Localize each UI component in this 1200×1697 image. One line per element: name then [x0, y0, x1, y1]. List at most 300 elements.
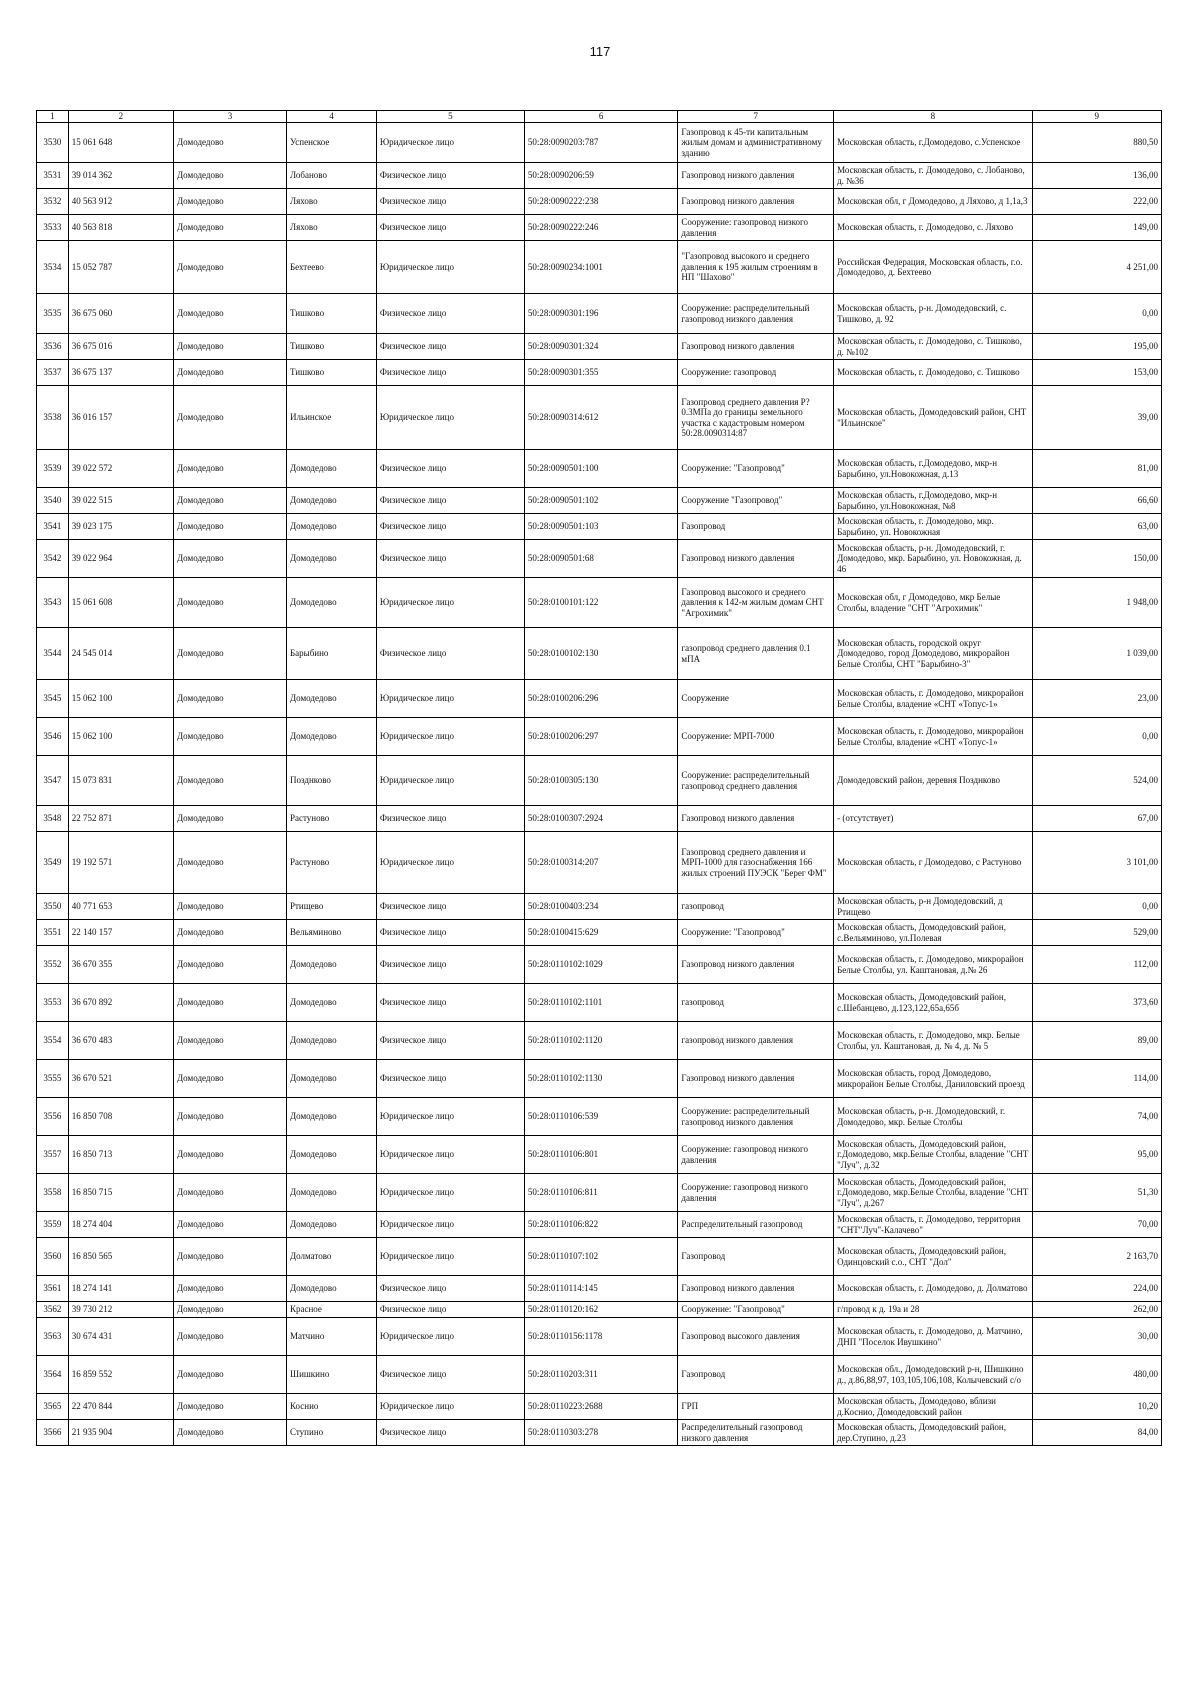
table-row — [37, 294, 1162, 334]
address-cell: г/провод к д. 19а и 28 — [834, 1302, 1032, 1318]
address-cell: Московская область, Домодедовский район, г.Домодедово, мкр.Белые Столбы, владение "СНТ "Луч", д.32 — [834, 1136, 1032, 1174]
length-value-cell: 0,00 — [1032, 894, 1161, 920]
length-value-cell: 51,30 — [1032, 1174, 1161, 1212]
cadastral-number-cell: 50:28:0100101:122 — [524, 578, 678, 628]
length-value-cell: 150,00 — [1032, 540, 1161, 578]
cadastral-number-cell: 50:28:0100314:207 — [524, 832, 678, 894]
table-row — [37, 163, 1162, 189]
registry-code-cell: 39 730 212 — [68, 1302, 173, 1318]
registry-code-cell: 18 274 141 — [68, 1276, 173, 1302]
registry-code-cell: 22 752 871 — [68, 806, 173, 832]
object-name-cell: Сооружение: распределительный газопровод среднего давления — [678, 756, 834, 806]
municipality-cell: Домодедово — [174, 1318, 287, 1356]
object-name-cell: Газопровод к 45-ти капитальным жилым домам и административному зданию — [678, 123, 834, 163]
address-cell: Московская область, Домодедово, вблизи д.Коснио, Домодедовский район — [834, 1394, 1032, 1420]
object-name-cell: Сооружение: "Газопровод" — [678, 920, 834, 946]
table-row — [37, 334, 1162, 360]
cadastral-number-cell: 50:28:0090301:324 — [524, 334, 678, 360]
cadastral-number-cell: 50:28:0100307:2924 — [524, 806, 678, 832]
cadastral-number-cell: 50:28:0100415:629 — [524, 920, 678, 946]
owner-type-cell: Юридическое лицо — [376, 718, 524, 756]
registry-code-cell: 36 675 137 — [68, 360, 173, 386]
owner-type-cell: Юридическое лицо — [376, 241, 524, 294]
cadastral-number-cell: 50:28:0100206:297 — [524, 718, 678, 756]
table-row — [37, 578, 1162, 628]
municipality-cell: Домодедово — [174, 628, 287, 680]
locality-cell: Долматово — [286, 1238, 376, 1276]
row-number-cell: 3537 — [37, 360, 69, 386]
municipality-cell: Домодедово — [174, 241, 287, 294]
row-number-cell: 3531 — [37, 163, 69, 189]
address-cell: Московская область, Домодедовский район, СНТ "Ильинское" — [834, 386, 1032, 450]
municipality-cell: Домодедово — [174, 718, 287, 756]
registry-table — [36, 110, 1162, 1446]
length-value-cell: 30,00 — [1032, 1318, 1161, 1356]
object-name-cell: Сооружение: распределительный газопровод низкого давления — [678, 1098, 834, 1136]
cadastral-number-cell: 50:28:0110102:1130 — [524, 1060, 678, 1098]
table-row — [37, 1098, 1162, 1136]
municipality-cell: Домодедово — [174, 806, 287, 832]
header-row — [37, 111, 1162, 123]
owner-type-cell: Юридическое лицо — [376, 1136, 524, 1174]
registry-code-cell: 36 670 483 — [68, 1022, 173, 1060]
municipality-cell: Домодедово — [174, 680, 287, 718]
cadastral-number-cell: 50:28:0100206:296 — [524, 680, 678, 718]
owner-type-cell: Юридическое лицо — [376, 578, 524, 628]
municipality-cell: Домодедово — [174, 1060, 287, 1098]
locality-cell: Ступино — [286, 1420, 376, 1446]
table-row — [37, 1060, 1162, 1098]
row-number-cell: 3566 — [37, 1420, 69, 1446]
length-value-cell: 89,00 — [1032, 1022, 1161, 1060]
object-name-cell: Газопровод высокого давления — [678, 1318, 834, 1356]
owner-type-cell: Физическое лицо — [376, 540, 524, 578]
address-cell: Московская область, г Домодедово, с Растуново — [834, 832, 1032, 894]
length-value-cell: 95,00 — [1032, 1136, 1161, 1174]
length-value-cell: 2 163,70 — [1032, 1238, 1161, 1276]
length-value-cell: 195,00 — [1032, 334, 1161, 360]
municipality-cell: Домодедово — [174, 294, 287, 334]
registry-code-cell: 36 670 892 — [68, 984, 173, 1022]
address-cell: Московская область, Домодедовский район, с.Вельяминово, ул.Полевая — [834, 920, 1032, 946]
row-number-cell: 3557 — [37, 1136, 69, 1174]
row-number-cell: 3551 — [37, 920, 69, 946]
cadastral-number-cell: 50:28:0090301:196 — [524, 294, 678, 334]
owner-type-cell: Физическое лицо — [376, 946, 524, 984]
registry-code-cell: 36 016 157 — [68, 386, 173, 450]
object-name-cell: Газопровод низкого давления — [678, 189, 834, 215]
length-value-cell: 1 948,00 — [1032, 578, 1161, 628]
address-cell: Московская область, Домодедовский район, с.Шебанцево, д.123,122,65а,65б — [834, 984, 1032, 1022]
length-value-cell: 149,00 — [1032, 215, 1161, 241]
registry-code-cell: 39 014 362 — [68, 163, 173, 189]
locality-cell: Ртищево — [286, 894, 376, 920]
municipality-cell: Домодедово — [174, 1174, 287, 1212]
locality-cell: Тишково — [286, 334, 376, 360]
object-name-cell: газопровод — [678, 894, 834, 920]
cadastral-number-cell: 50:28:0090234:1001 — [524, 241, 678, 294]
table-row — [37, 628, 1162, 680]
locality-cell: Домодедово — [286, 1212, 376, 1238]
length-value-cell: 136,00 — [1032, 163, 1161, 189]
address-cell: Московская область, р-н Домодедовский, д Ртищево — [834, 894, 1032, 920]
municipality-cell: Домодедово — [174, 386, 287, 450]
table-row — [37, 1318, 1162, 1356]
length-value-cell: 224,00 — [1032, 1276, 1161, 1302]
length-value-cell: 39,00 — [1032, 386, 1161, 450]
object-name-cell: Сооружение — [678, 680, 834, 718]
locality-cell: Успенское — [286, 123, 376, 163]
address-cell: Московская область, р-н. Домодедовский, г. Домодедово, мкр. Белые Столбы — [834, 1098, 1032, 1136]
cadastral-number-cell: 50:28:0090501:100 — [524, 450, 678, 488]
length-value-cell: 0,00 — [1032, 718, 1161, 756]
registry-code-cell: 22 140 157 — [68, 920, 173, 946]
object-name-cell: Сооружение: газопровод низкого давления — [678, 1136, 834, 1174]
locality-cell: Домодедово — [286, 540, 376, 578]
cadastral-number-cell: 50:28:0110114:145 — [524, 1276, 678, 1302]
object-name-cell: Газопровод низкого давления — [678, 163, 834, 189]
municipality-cell: Домодедово — [174, 1276, 287, 1302]
object-name-cell: ГРП — [678, 1394, 834, 1420]
table-row — [37, 1022, 1162, 1060]
registry-code-cell: 24 545 014 — [68, 628, 173, 680]
registry-code-cell: 36 670 355 — [68, 946, 173, 984]
registry-code-cell: 16 850 565 — [68, 1238, 173, 1276]
row-number-cell: 3539 — [37, 450, 69, 488]
locality-cell: Домодедово — [286, 450, 376, 488]
object-name-cell: Распределительный газопровод — [678, 1212, 834, 1238]
municipality-cell: Домодедово — [174, 832, 287, 894]
municipality-cell: Домодедово — [174, 1302, 287, 1318]
municipality-cell: Домодедово — [174, 1238, 287, 1276]
registry-code-cell: 15 061 648 — [68, 123, 173, 163]
length-value-cell: 262,00 — [1032, 1302, 1161, 1318]
registry-code-cell: 15 061 608 — [68, 578, 173, 628]
cadastral-number-cell: 50:28:0090222:246 — [524, 215, 678, 241]
address-cell: Московская область, г. Домодедово, мкр. Белые Столбы, ул. Каштановая, д. № 4, д. № 5 — [834, 1022, 1032, 1060]
locality-cell: Барыбино — [286, 628, 376, 680]
address-cell: Московская область, г.Домодедово, мкр-н Барыбино, ул.Новокожная, №8 — [834, 488, 1032, 514]
table-row — [37, 718, 1162, 756]
table-row — [37, 756, 1162, 806]
column-header: 6 — [524, 111, 678, 123]
length-value-cell: 3 101,00 — [1032, 832, 1161, 894]
owner-type-cell: Физическое лицо — [376, 360, 524, 386]
address-cell: Московская область, городской округ Домодедово, город Домодедово, микрорайон Белые Столбы, СНТ "Барыбино-3" — [834, 628, 1032, 680]
column-header: 2 — [68, 111, 173, 123]
address-cell: Московская обл, г Домодедово, д Ляхово, д 1,1а,3 — [834, 189, 1032, 215]
owner-type-cell: Физическое лицо — [376, 1356, 524, 1394]
owner-type-cell: Юридическое лицо — [376, 680, 524, 718]
row-number-cell: 3546 — [37, 718, 69, 756]
table-row — [37, 540, 1162, 578]
cadastral-number-cell: 50:28:0110106:811 — [524, 1174, 678, 1212]
cadastral-number-cell: 50:28:0100305:130 — [524, 756, 678, 806]
row-number-cell: 3550 — [37, 894, 69, 920]
owner-type-cell: Юридическое лицо — [376, 1174, 524, 1212]
row-number-cell: 3547 — [37, 756, 69, 806]
address-cell: Московская область, г. Домодедово, микрорайон Белые Столбы, ул. Каштановая, д.№ 26 — [834, 946, 1032, 984]
locality-cell: Растуново — [286, 832, 376, 894]
owner-type-cell: Физическое лицо — [376, 920, 524, 946]
table-row — [37, 832, 1162, 894]
owner-type-cell: Физическое лицо — [376, 514, 524, 540]
owner-type-cell: Физическое лицо — [376, 189, 524, 215]
object-name-cell: Распределительный газопровод низкого давления — [678, 1420, 834, 1446]
row-number-cell: 3534 — [37, 241, 69, 294]
length-value-cell: 4 251,00 — [1032, 241, 1161, 294]
length-value-cell: 112,00 — [1032, 946, 1161, 984]
locality-cell: Тишково — [286, 360, 376, 386]
locality-cell: Коснио — [286, 1394, 376, 1420]
length-value-cell: 70,00 — [1032, 1212, 1161, 1238]
municipality-cell: Домодедово — [174, 1022, 287, 1060]
municipality-cell: Домодедово — [174, 894, 287, 920]
registry-code-cell: 19 192 571 — [68, 832, 173, 894]
owner-type-cell: Юридическое лицо — [376, 756, 524, 806]
locality-cell: Домодедово — [286, 1022, 376, 1060]
locality-cell: Домодедово — [286, 1276, 376, 1302]
cadastral-number-cell: 50:28:0110203:311 — [524, 1356, 678, 1394]
object-name-cell: Газопровод среднего давления и МРП-1000 для газоснабжения 166 жилых строений ПУЭСК "Берег ФМ" — [678, 832, 834, 894]
row-number-cell: 3542 — [37, 540, 69, 578]
locality-cell: Шишкино — [286, 1356, 376, 1394]
registry-code-cell: 15 062 100 — [68, 718, 173, 756]
locality-cell: Вельяминово — [286, 920, 376, 946]
cadastral-number-cell: 50:28:0110106:539 — [524, 1098, 678, 1136]
address-cell: Московская обл., Домодедовский р-н, Шишкино д., д.86,88,97, 103,105,106,108, Колычевский с/о — [834, 1356, 1032, 1394]
municipality-cell: Домодедово — [174, 1136, 287, 1174]
locality-cell: Ляхово — [286, 189, 376, 215]
locality-cell: Домодедово — [286, 1174, 376, 1212]
address-cell: Московская область, г. Домодедово, территория "СНТ"Луч"-Калачево" — [834, 1212, 1032, 1238]
municipality-cell: Домодедово — [174, 920, 287, 946]
object-name-cell: Сооружение: газопровод низкого давления — [678, 1174, 834, 1212]
row-number-cell: 3560 — [37, 1238, 69, 1276]
registry-code-cell: 16 859 552 — [68, 1356, 173, 1394]
municipality-cell: Домодедово — [174, 514, 287, 540]
table-row — [37, 1212, 1162, 1238]
owner-type-cell: Физическое лицо — [376, 806, 524, 832]
row-number-cell: 3553 — [37, 984, 69, 1022]
table-row — [37, 123, 1162, 163]
object-name-cell: Газопровод низкого давления — [678, 946, 834, 984]
row-number-cell: 3544 — [37, 628, 69, 680]
address-cell: Московская область, Домодедовский район, дер.Ступино, д.23 — [834, 1420, 1032, 1446]
row-number-cell: 3556 — [37, 1098, 69, 1136]
registry-code-cell: 39 022 572 — [68, 450, 173, 488]
cadastral-number-cell: 50:28:0110156:1178 — [524, 1318, 678, 1356]
owner-type-cell: Юридическое лицо — [376, 1212, 524, 1238]
row-number-cell: 3554 — [37, 1022, 69, 1060]
locality-cell: Домодедово — [286, 680, 376, 718]
length-value-cell: 81,00 — [1032, 450, 1161, 488]
table-row — [37, 1356, 1162, 1394]
cadastral-number-cell: 50:28:0090501:102 — [524, 488, 678, 514]
table-row — [37, 680, 1162, 718]
owner-type-cell: Физическое лицо — [376, 894, 524, 920]
owner-type-cell: Физическое лицо — [376, 163, 524, 189]
object-name-cell: газопровод среднего давления 0.1 мПА — [678, 628, 834, 680]
column-header: 4 — [286, 111, 376, 123]
locality-cell: Домодедово — [286, 578, 376, 628]
locality-cell: Домодедово — [286, 514, 376, 540]
locality-cell: Домодедово — [286, 718, 376, 756]
table-row — [37, 1174, 1162, 1212]
locality-cell: Домодедово — [286, 488, 376, 514]
registry-code-cell: 16 850 715 — [68, 1174, 173, 1212]
municipality-cell: Домодедово — [174, 1098, 287, 1136]
owner-type-cell: Юридическое лицо — [376, 1394, 524, 1420]
cadastral-number-cell: 50:28:0090222:238 — [524, 189, 678, 215]
cadastral-number-cell: 50:28:0100102:130 — [524, 628, 678, 680]
cadastral-number-cell: 50:28:0090501:103 — [524, 514, 678, 540]
table-row — [37, 1238, 1162, 1276]
table-row — [37, 386, 1162, 450]
owner-type-cell: Физическое лицо — [376, 1022, 524, 1060]
owner-type-cell: Юридическое лицо — [376, 1098, 524, 1136]
locality-cell: Матчино — [286, 1318, 376, 1356]
registry-code-cell: 40 563 912 — [68, 189, 173, 215]
table-row — [37, 894, 1162, 920]
row-number-cell: 3563 — [37, 1318, 69, 1356]
registry-code-cell: 15 062 100 — [68, 680, 173, 718]
municipality-cell: Домодедово — [174, 189, 287, 215]
locality-cell: Домодедово — [286, 984, 376, 1022]
owner-type-cell: Физическое лицо — [376, 294, 524, 334]
object-name-cell: Сооружение: распределительный газопровод низкого давления — [678, 294, 834, 334]
object-name-cell: Сооружение: газопровод — [678, 360, 834, 386]
length-value-cell: 1 039,00 — [1032, 628, 1161, 680]
address-cell: Домодедовский район, деревня Позднково — [834, 756, 1032, 806]
cadastral-number-cell: 50:28:0110102:1029 — [524, 946, 678, 984]
address-cell: Московская область, г. Домодедово, микрорайон Белые Столбы, владение «СНТ «Топус-1» — [834, 680, 1032, 718]
cadastral-number-cell: 50:28:0110102:1120 — [524, 1022, 678, 1060]
cadastral-number-cell: 50:28:0110107:102 — [524, 1238, 678, 1276]
registry-code-cell: 36 670 521 — [68, 1060, 173, 1098]
address-cell: Московская область, р-н. Домодедовский, г. Домодедово, мкр. Барыбино, ул. Новокожная, д. 46 — [834, 540, 1032, 578]
locality-cell: Тишково — [286, 294, 376, 334]
registry-code-cell: 21 935 904 — [68, 1420, 173, 1446]
municipality-cell: Домодедово — [174, 1394, 287, 1420]
length-value-cell: 67,00 — [1032, 806, 1161, 832]
length-value-cell: 74,00 — [1032, 1098, 1161, 1136]
object-name-cell: Газопровод — [678, 1356, 834, 1394]
registry-code-cell: 36 675 060 — [68, 294, 173, 334]
locality-cell: Красное — [286, 1302, 376, 1318]
object-name-cell: Газопровод — [678, 1238, 834, 1276]
row-number-cell: 3536 — [37, 334, 69, 360]
row-number-cell: 3532 — [37, 189, 69, 215]
row-number-cell: 3543 — [37, 578, 69, 628]
cadastral-number-cell: 50:28:0110303:278 — [524, 1420, 678, 1446]
object-name-cell: Газопровод низкого давления — [678, 1276, 834, 1302]
address-cell: Московская область, Домодедовский район, Одинцовский с.о., СНТ "Дол" — [834, 1238, 1032, 1276]
length-value-cell: 84,00 — [1032, 1420, 1161, 1446]
address-cell: Московская область, р-н. Домодедовский, с. Тишково, д. 92 — [834, 294, 1032, 334]
row-number-cell: 3562 — [37, 1302, 69, 1318]
cadastral-number-cell: 50:28:0110106:801 — [524, 1136, 678, 1174]
locality-cell: Лобаново — [286, 163, 376, 189]
length-value-cell: 373,60 — [1032, 984, 1161, 1022]
registry-code-cell: 15 073 831 — [68, 756, 173, 806]
cadastral-number-cell: 50:28:0090301:355 — [524, 360, 678, 386]
registry-code-cell: 39 022 964 — [68, 540, 173, 578]
column-header: 3 — [174, 111, 287, 123]
object-name-cell: Сооружение: МРП-7000 — [678, 718, 834, 756]
municipality-cell: Домодедово — [174, 984, 287, 1022]
table-row — [37, 514, 1162, 540]
column-header: 9 — [1032, 111, 1161, 123]
address-cell: Московская область, г. Домодедово, д. Матчино, ДНП "Поселок Ивушкино" — [834, 1318, 1032, 1356]
locality-cell: Домодедово — [286, 1136, 376, 1174]
length-value-cell: 480,00 — [1032, 1356, 1161, 1394]
owner-type-cell: Физическое лицо — [376, 1420, 524, 1446]
registry-code-cell: 18 274 404 — [68, 1212, 173, 1238]
object-name-cell: "Газопровод высокого и среднего давления к 195 жилым строениям в НП "Шахово" — [678, 241, 834, 294]
address-cell: Российская Федерация, Московская область, г.о. Домодедово, д. Бехтеево — [834, 241, 1032, 294]
table-row — [37, 1276, 1162, 1302]
object-name-cell: газопровод низкого давления — [678, 1022, 834, 1060]
owner-type-cell: Юридическое лицо — [376, 1238, 524, 1276]
row-number-cell: 3548 — [37, 806, 69, 832]
table-row — [37, 488, 1162, 514]
length-value-cell: 23,00 — [1032, 680, 1161, 718]
municipality-cell: Домодедово — [174, 488, 287, 514]
locality-cell: Ляхово — [286, 215, 376, 241]
table-row — [37, 450, 1162, 488]
table-row — [37, 241, 1162, 294]
owner-type-cell: Физическое лицо — [376, 628, 524, 680]
owner-type-cell: Физическое лицо — [376, 1302, 524, 1318]
length-value-cell: 222,00 — [1032, 189, 1161, 215]
address-cell: Московская область, г. Домодедово, с. Ляхово — [834, 215, 1032, 241]
address-cell: - (отсутствует) — [834, 806, 1032, 832]
municipality-cell: Домодедово — [174, 1420, 287, 1446]
row-number-cell: 3535 — [37, 294, 69, 334]
row-number-cell: 3559 — [37, 1212, 69, 1238]
row-number-cell: 3541 — [37, 514, 69, 540]
municipality-cell: Домодедово — [174, 946, 287, 984]
locality-cell: Бехтеево — [286, 241, 376, 294]
row-number-cell: 3555 — [37, 1060, 69, 1098]
registry-code-cell: 40 771 653 — [68, 894, 173, 920]
municipality-cell: Домодедово — [174, 123, 287, 163]
object-name-cell: Газопровод среднего давления Р?0.3МПа до границы земельного участка с кадастровым номером 50:28.0090314:87 — [678, 386, 834, 450]
table-row — [37, 360, 1162, 386]
registry-code-cell: 39 022 515 — [68, 488, 173, 514]
table-row — [37, 920, 1162, 946]
owner-type-cell: Физическое лицо — [376, 1060, 524, 1098]
table-row — [37, 1136, 1162, 1174]
address-cell: Московская область, г.Домодедово, мкр-н Барыбино, ул.Новокожная, д.13 — [834, 450, 1032, 488]
object-name-cell: Газопровод низкого давления — [678, 540, 834, 578]
address-cell: Московская область, г. Домодедово, с. Тишково — [834, 360, 1032, 386]
length-value-cell: 0,00 — [1032, 294, 1161, 334]
table-row — [37, 806, 1162, 832]
cadastral-number-cell: 50:28:0110223:2688 — [524, 1394, 678, 1420]
object-name-cell: Газопровод низкого давления — [678, 1060, 834, 1098]
registry-code-cell: 16 850 713 — [68, 1136, 173, 1174]
municipality-cell: Домодедово — [174, 756, 287, 806]
owner-type-cell: Юридическое лицо — [376, 123, 524, 163]
address-cell: Московская область, г. Домодедово, мкр. Барыбино, ул. Новокожная — [834, 514, 1032, 540]
owner-type-cell: Физическое лицо — [376, 334, 524, 360]
municipality-cell: Домодедово — [174, 1356, 287, 1394]
address-cell: Московская область, г. Домодедово, с. Лобаново, д. №36 — [834, 163, 1032, 189]
registry-code-cell: 15 052 787 — [68, 241, 173, 294]
locality-cell: Домодедово — [286, 1098, 376, 1136]
